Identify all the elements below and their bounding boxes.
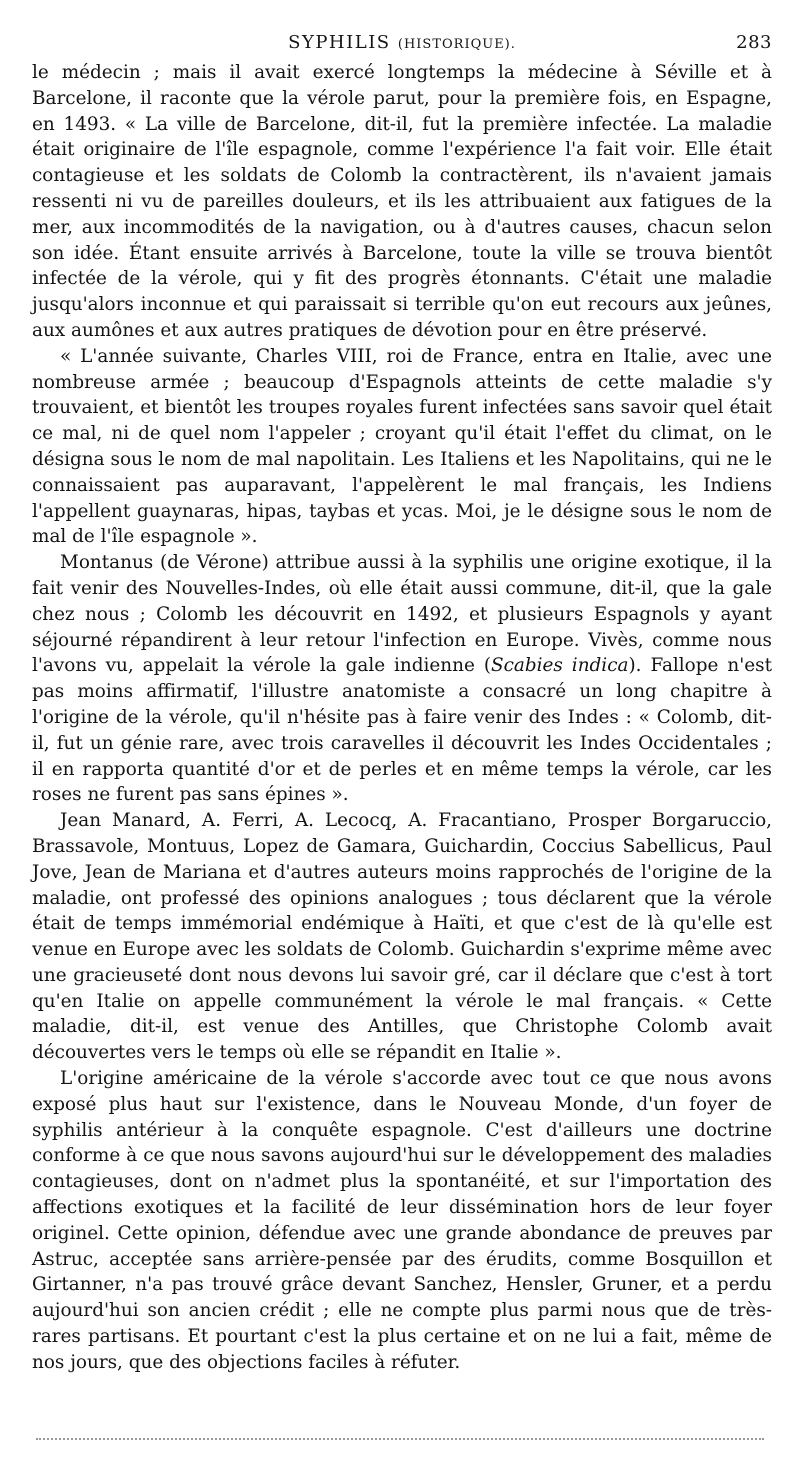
running-title: [32, 32, 772, 53]
latin-term: Scabies indica: [491, 655, 629, 677]
paragraph-4: Jean Manard, A. Ferri, A. Lecocq, A. Fracantiano, Prosper Borgaruccio, Brassavole, Montuus, Lopez de Gamara, Guichardin, Coccius Sabellicus, Paul Jove, Jean de Mariana et d'autres auteurs moins rapprochés de l'origine de la maladie, ont professé des opinions analogues ; tous déclarent que la vérole était de temps immémorial endémique à Haïti, et que c'est de là qu'elle est venue en Europe avec les soldats de Colomb. Guichardin s'exprime même avec une gracieuseté dont nous devons lui savoir gré, car il déclare que c'est à tort qu'en Italie on appelle communément la vérole le mal français. « Cette maladie, dit-il, est venue des Antilles, que Christophe Colomb avait découvertes vers le temps où elle se répandit en Italie ».: [32, 810, 772, 1064]
running-head: [32, 28, 772, 56]
body-text: [32, 60, 772, 1376]
paragraph-3-start: Montanus (de Vérone) attribue aussi à la syphilis une origine exotique, il la fait venir des Nouvelles-Indes, où elle était aussi commune, dit-il, que la gale chez nous ; Colomb les découvrit en 1492, et plusieurs Espagnols y ayant séjourné répandirent à leur retour l'infection en Europe. Vivès, comme nous l'avons vu, appelait la vérole la gale indienne (: [32, 552, 772, 677]
article-subtitle: (HISTORIQUE).: [397, 37, 516, 52]
document-page: [32, 28, 772, 1376]
paragraph-2: « L'année suivante, Charles VIII, roi de France, entra en Italie, avec une nombreuse armée ; beaucoup d'Espagnols atteints de cette maladie s'y trouvaient, et bientôt les troupes royales furent infectées sans savoir quel était ce mal, ni de quel nom l'appeler ; croyant qu'il était l'effet du climat, on le désigna sous le nom de mal napolitain. Les Italiens et les Napolitains, qui ne le connaissaient pas auparavant, l'appelèrent le mal français, les Indiens l'appellent guaynaras, hipas, taybas et ycas. Moi, je le désigne sous le nom de mal de l'île espagnole ».: [32, 345, 772, 548]
paragraph-3: [32, 550, 772, 808]
paragraph-1: le médecin ; mais il avait exercé longtemps la médecine à Séville et à Barcelone, il raconte que la vérole parut, pour la première fois, en Espagne, en 1493. « La ville de Barcelone, dit-il, fut la première infectée. La maladie était originaire de l'île espagnole, comme l'expérience l'a fait voir. Elle était contagieuse et les soldats de Colomb la contractèrent, ils n'avaient jamais ressenti ni vu de pareilles douleurs, et ils les attribuaient aux fatigues de la mer, aux incommodités de la navigation, ou à d'autres causes, chacun selon son idée. Étant ensuite arrivés à Barcelone, toute la ville se trouva bientôt infectée de la vérole, qui y fit des progrès étonnants. C'était une maladie jusqu'alors inconnue et qui paraissait si terrible qu'on eut recours aux jeûnes, aux aumônes et aux autres pratiques de dévotion pour en être préservé.: [32, 62, 772, 341]
page-number: 283: [736, 32, 772, 53]
article-title: SYPHILIS: [288, 32, 391, 53]
paragraph-3-end: ). Fallope n'est pas moins affirmatif, l'illustre anatomiste a consacré un long chapitre à l'origine de la vérole, qu'il n'hésite pas à faire venir des Indes : « Colomb, dit-il, fut un génie rare, avec trois caravelles il découvrit les Indes Occidentales ; il en rapporta quantité d'or et de perles et en même temps la vérole, car les roses ne furent pas sans épines ».: [32, 655, 772, 806]
bottom-dotted-rule: [36, 1438, 764, 1440]
paragraph-5: L'origine américaine de la vérole s'accorde avec tout ce que nous avons exposé plus haut sur l'existence, dans le Nouveau Monde, d'un foyer de syphilis antérieur à la conquête espagnole. C'est d'ailleurs une doctrine conforme à ce que nous savons aujourd'hui sur le développement des maladies contagieuses, dont on n'admet plus la spontanéité, et sur l'importation des affections exotiques et la facilité de leur dissémination hors de leur foyer originel. Cette opinion, défendue avec une grande abondance de preuves par Astruc, acceptée sans arrière-pensée par des érudits, comme Bosquillon et Girtanner, n'a pas trouvé grâce devant Sanchez, Hensler, Gruner, et a perdu aujourd'hui son ancien crédit ; elle ne compte plus parmi nous que de très-rares partisans. Et pourtant c'est la plus certaine et on ne lui a fait, même de nos jours, que des objections faciles à réfuter.: [32, 1068, 772, 1373]
